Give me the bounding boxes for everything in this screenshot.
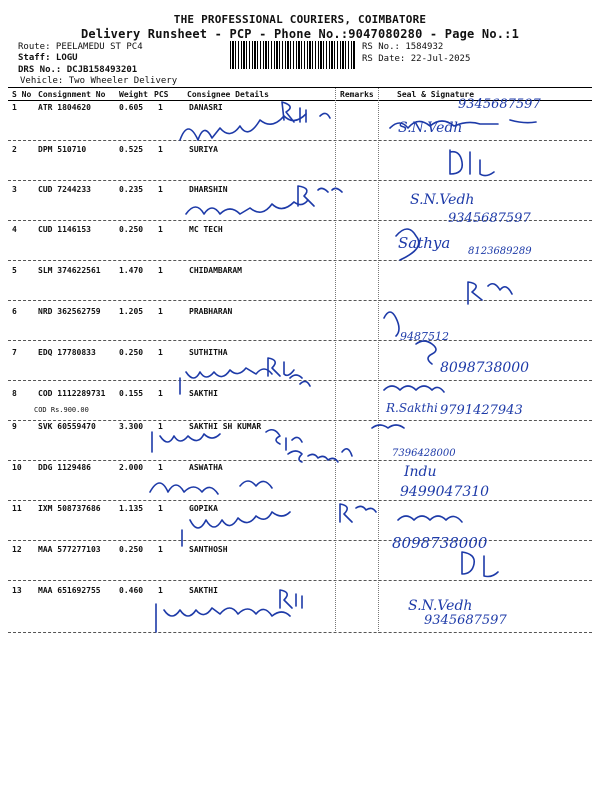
header-rule (8, 100, 592, 101)
row-pcs: 1 (158, 145, 163, 154)
row-pcs: 1 (158, 545, 163, 554)
cod-amount: COD Rs.900.00 (34, 406, 89, 414)
row-weight: 3.300 (119, 422, 144, 431)
row-pcs: 1 (158, 225, 163, 234)
handwritten-name: Indu (404, 464, 437, 480)
vehicle-label: Vehicle: Two Wheeler Delivery (20, 76, 178, 86)
handwritten-name: Sathya (398, 234, 451, 252)
row-consignee: CHIDAMBARAM (189, 266, 242, 275)
handwritten-scribble (268, 358, 294, 376)
col-header-remarks: Remarks (340, 90, 374, 99)
row-sno: 12 (12, 545, 22, 554)
row-consignment: SVK 60559470 (38, 422, 96, 431)
handwritten-scribble (180, 114, 306, 140)
row-divider (8, 580, 592, 581)
row-pcs: 1 (158, 586, 163, 595)
handwritten-phone: 9345687597 (448, 211, 531, 226)
row-sno: 11 (12, 504, 22, 513)
row-weight: 0.235 (119, 185, 144, 194)
row-pcs: 1 (158, 389, 163, 398)
handwritten-name: R.Sakthi (386, 401, 438, 415)
handwritten-name: S.N.Vedh (398, 120, 463, 136)
row-pcs: 1 (158, 103, 163, 112)
row-consignee: SAKTHI (189, 586, 218, 595)
row-sno: 13 (12, 586, 22, 595)
row-consignment: IXM 508737686 (38, 504, 101, 513)
row-divider (8, 220, 592, 221)
row-sno: 8 (12, 389, 17, 398)
row-weight: 1.135 (119, 504, 144, 513)
row-consignment: DDG 1129486 (38, 463, 91, 472)
row-pcs: 1 (158, 504, 163, 513)
row-divider (8, 260, 592, 261)
row-consignee: DHARSHIN (189, 185, 228, 194)
header-rule (8, 87, 592, 88)
row-weight: 1.205 (119, 307, 144, 316)
handwritten-scribble (450, 150, 494, 176)
rs-date: RS Date: 22-Jul-2025 (362, 54, 471, 64)
row-pcs: 1 (158, 185, 163, 194)
handwritten-scribble (372, 425, 404, 428)
row-consignee: SAKTHI (189, 389, 218, 398)
row-sno: 9 (12, 422, 17, 431)
row-divider (8, 540, 592, 541)
row-consignment: NRD 362562759 (38, 307, 101, 316)
row-divider (8, 380, 592, 381)
row-consignment: SLM 374622561 (38, 266, 101, 275)
row-sno: 6 (12, 307, 17, 316)
row-sno: 10 (12, 463, 22, 472)
handwritten-scribble (156, 604, 290, 632)
handwritten-phone: 9791427943 (440, 403, 523, 418)
row-sno: 2 (12, 145, 17, 154)
row-consignee: DANASRI (189, 103, 223, 112)
handwritten-phone: 9345687597 (458, 97, 541, 112)
handwritten-scribble (384, 386, 444, 392)
row-divider (8, 632, 592, 633)
row-divider (8, 420, 592, 421)
row-consignment: MAA 651692755 (38, 586, 101, 595)
row-consignee: SAKTHI SH KUMAR (189, 422, 262, 431)
row-consignee: SURIYA (189, 145, 218, 154)
handwritten-phone: 8123689289 (468, 246, 532, 257)
col-header-consignment: Consignment No (38, 90, 106, 99)
row-consignee: SUTHITHA (189, 348, 228, 357)
company-title: THE PROFESSIONAL COURIERS, COIMBATORE (173, 13, 427, 26)
row-sno: 7 (12, 348, 17, 357)
row-weight: 0.605 (119, 103, 144, 112)
row-sno: 4 (12, 225, 17, 234)
handwritten-scribble (396, 229, 419, 260)
row-divider (8, 460, 592, 461)
handwritten-scribble (280, 590, 302, 608)
row-sno: 3 (12, 185, 17, 194)
staff-label: Staff: LOGU (18, 53, 78, 63)
col-header-signature: Seal & Signature (397, 90, 475, 99)
rs-number: RS No.: 1584932 (362, 42, 444, 52)
row-weight: 0.250 (119, 545, 144, 554)
runsheet-subtitle: Delivery Runsheet - PCP - Phone No.:9047080280 - Page No.:1 (80, 27, 520, 41)
row-weight: 1.470 (119, 266, 144, 275)
handwritten-phone: 7396428000 (392, 448, 456, 459)
handwritten-scribble (152, 432, 220, 452)
handwritten-scribble (390, 120, 536, 128)
handwritten-phone: 8098738000 (392, 534, 488, 552)
row-weight: 0.460 (119, 586, 144, 595)
row-weight: 0.155 (119, 389, 144, 398)
row-consignee: ASWATHA (189, 463, 223, 472)
handwritten-scribble (384, 312, 399, 336)
col-header-sno: S No (12, 90, 32, 99)
row-weight: 0.250 (119, 225, 144, 234)
handwritten-scribble (282, 102, 330, 122)
handwritten-scribble (266, 430, 302, 450)
route-label: Route: PEELAMEDU ST PC4 (18, 42, 143, 52)
row-divider (8, 340, 592, 341)
row-divider (8, 180, 592, 181)
barcode (230, 41, 355, 69)
row-weight: 0.525 (119, 145, 144, 154)
row-pcs: 1 (158, 463, 163, 472)
row-consignment: MAA 577277103 (38, 545, 101, 554)
col-header-consignee: Consignee Details (187, 90, 269, 99)
row-sno: 5 (12, 266, 17, 275)
row-consignment: ATR 1804620 (38, 103, 91, 112)
row-pcs: 1 (158, 266, 163, 275)
row-consignment: COD 1112289731 (38, 389, 106, 398)
column-divider (378, 88, 379, 633)
row-consignee: MC TECH (189, 225, 223, 234)
row-consignment: CUD 7244233 (38, 185, 91, 194)
col-header-pcs: PCS (154, 90, 169, 99)
handwritten-phone: 9487512 (400, 330, 449, 343)
row-pcs: 1 (158, 422, 163, 431)
row-weight: 2.000 (119, 463, 144, 472)
column-divider (335, 88, 336, 633)
row-sno: 1 (12, 103, 17, 112)
row-consignee: PRABHARAN (189, 307, 233, 316)
handwritten-name: S.N.Vedh (408, 598, 473, 614)
row-weight: 0.250 (119, 348, 144, 357)
handwritten-scribble (416, 341, 436, 364)
row-consignee: SANTHOSH (189, 545, 228, 554)
handwritten-phone: 9499047310 (400, 484, 490, 500)
handwritten-name: S.N.Vedh (410, 192, 475, 208)
row-consignee: GOPIKA (189, 504, 218, 513)
handwritten-scribble (398, 516, 462, 522)
row-divider (8, 500, 592, 501)
row-divider (8, 140, 592, 141)
row-consignment: CUD 1146153 (38, 225, 91, 234)
row-consignment: DPM 510710 (38, 145, 87, 154)
handwritten-scribble (340, 504, 376, 522)
handwritten-phone: 8098738000 (440, 360, 530, 376)
handwritten-phone: 9345687597 (424, 613, 507, 628)
handwritten-scribble (186, 200, 308, 214)
handwritten-scribble (462, 552, 498, 577)
drs-number: DRS No.: DCJB158493201 (18, 65, 138, 75)
row-consignment: EDQ 17780833 (38, 348, 96, 357)
handwritten-scribble (150, 481, 272, 494)
row-pcs: 1 (158, 348, 163, 357)
col-header-weight: Weight (119, 90, 148, 99)
row-pcs: 1 (158, 307, 163, 316)
row-divider (8, 300, 592, 301)
